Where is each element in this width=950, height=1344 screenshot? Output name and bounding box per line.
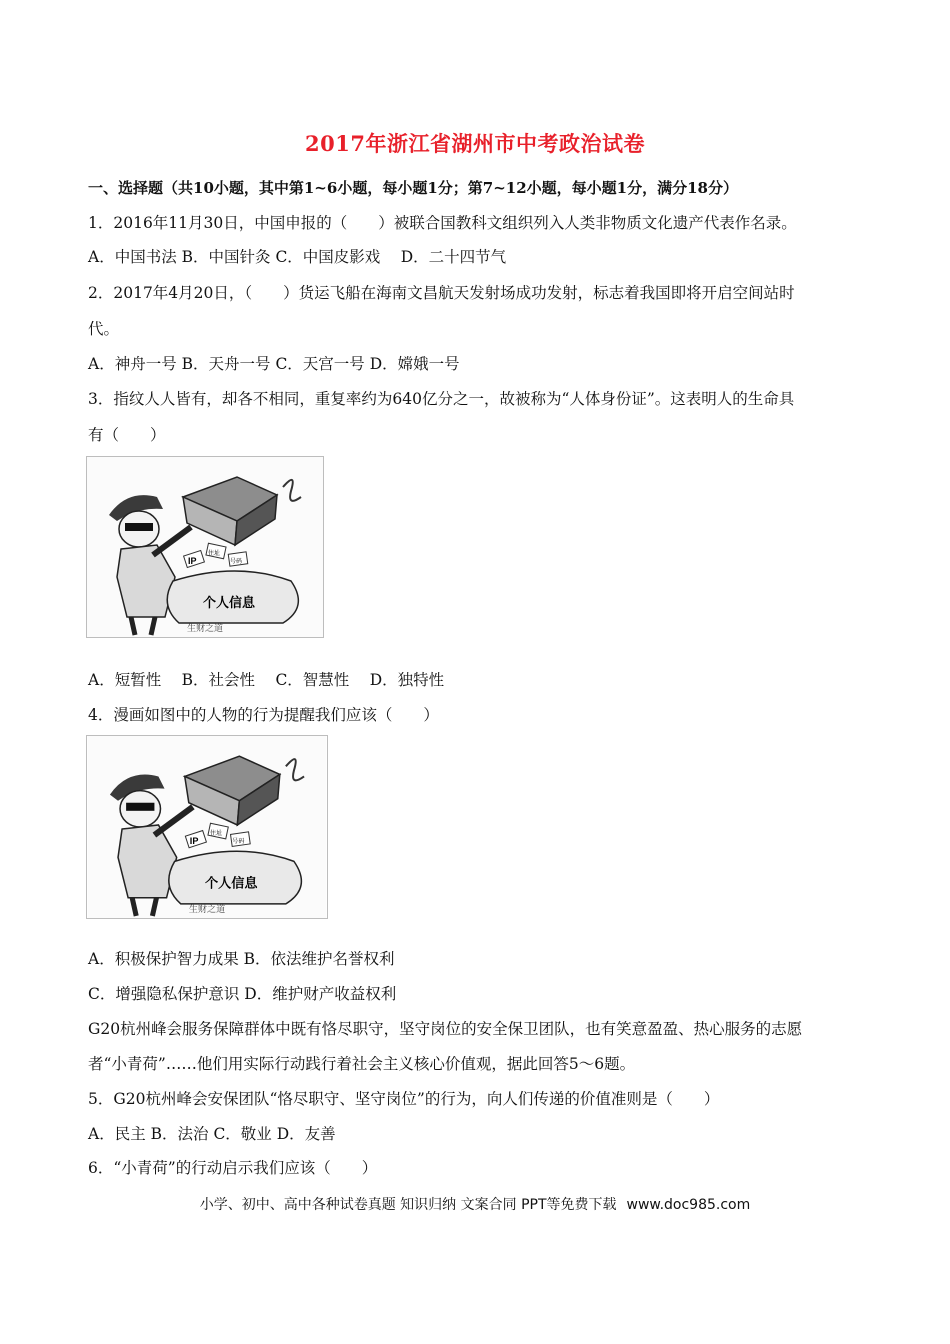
q5-stem: 5．G20杭州峰会安保团队“恪尽职守、坚守岗位”的行为，向人们传递的价值准则是（ ） [88,1090,720,1108]
footer [0,1194,950,1214]
material-line2: 者“小青荷”……他们用实际行动践行着社会主义核心价值观，据此回答5～6题。 [88,1055,636,1073]
q4-options-line1: A．积极保护智力成果 B．依法维护名誉权利 [88,950,395,968]
tag-number: 号码 [230,558,243,565]
q1-stem: 1．2016年11月30日，中国申报的（ ）被联合国教科文组织列入人类非物质文化遗产代表作名录。 [88,214,797,232]
q2-stem-line1: 2．2017年4月20日，（ ）货运飞船在海南文昌航天发射场成功发射，标志着我国即将开启空间站时 [88,284,795,302]
tag-ip-2: IP [189,836,199,847]
tag-ip: IP [188,556,197,566]
q3-stem-line2: 有（ ） [88,426,166,444]
q1-options: A．中国书法 B．中国针灸 C．中国皮影戏 D．二十四节气 [88,248,507,266]
cartoon-caption-2: 生财之道 [188,904,226,915]
cartoon-image [86,456,324,638]
q2-options: A．神舟一号 B．天舟一号 C．天宫一号 D．嫦娥一号 [88,355,460,373]
q5-options: A．民主 B．法治 C．敬业 D．友善 [88,1125,336,1143]
tag-address-2: 住址 [210,830,223,838]
q6-stem: 6．“小青荷”的行动启示我们应该（ ） [88,1159,378,1177]
material-line1: G20杭州峰会服务保障群体中既有恪尽职守，坚守岗位的安全保卫团队，也有笑意盈盈、热心服务的志愿 [88,1020,803,1038]
section-header: 一、选择题（共10小题，其中第1~6小题，每小题1分；第7~12小题，每小题1分，满分18分） [88,179,738,197]
footer-text: 小学、初中、高中各种试卷真题 知识归纳 文案合同 PPT等免费下载 [199,1197,617,1213]
bag-label: 个人信息 [203,596,256,611]
q2-stem-line2: 代。 [88,320,120,338]
q3-options: A．短暂性 B．社会性 C．智慧性 D．独特性 [88,671,445,689]
tag-address: 住址 [208,550,221,557]
q3-stem-line1: 3．指纹人人皆有，却各不相同，重复率约为640亿分之一，故被称为“人体身份证”。这表明人的生命具 [88,390,795,408]
cartoon-caption: 生财之道 [187,624,224,634]
cartoon-image-2 [86,735,328,919]
q4-options-line2: C．增强隐私保护意识 D．维护财产收益权利 [88,985,397,1003]
bag-label-2: 个人信息 [204,876,258,892]
tag-number-2: 号码 [232,838,245,846]
footer-url[interactable]: www.doc985.com [626,1197,751,1213]
document-title: 2017年浙江省湖州市中考政治试卷 [305,131,645,156]
q4-stem: 4．漫画如图中的人物的行为提醒我们应该（ ） [88,706,439,724]
